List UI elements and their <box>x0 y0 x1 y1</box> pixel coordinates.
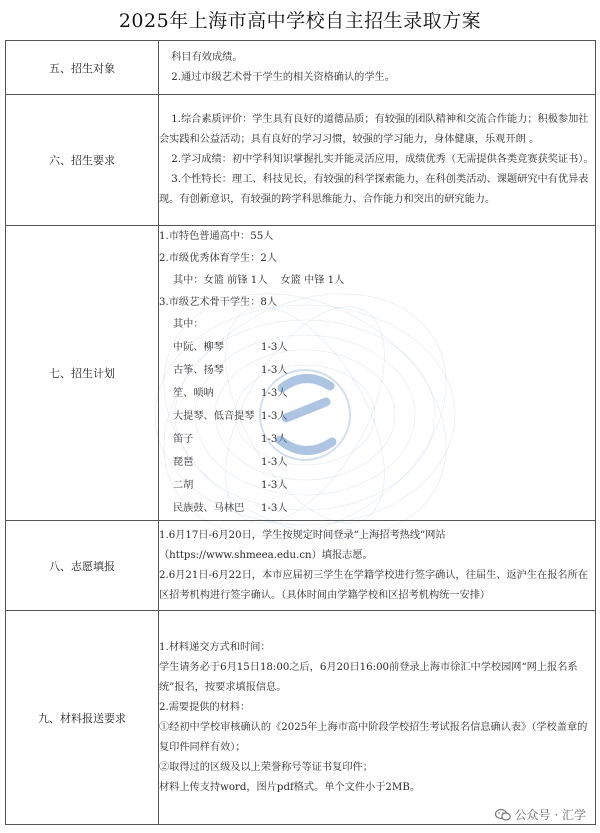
table-row <box>6 611 596 825</box>
instrument-count: 1-3人 <box>261 342 288 353</box>
instrument-count: 1-3人 <box>261 503 288 514</box>
instrument-name: 笛子 <box>173 434 194 445</box>
list-item <box>159 428 595 451</box>
section-content-qi <box>159 226 596 521</box>
list-item <box>159 405 595 428</box>
text-line: 其中： <box>173 319 204 330</box>
footer-text: 公众号 · 汇学 <box>514 808 586 822</box>
text-line: 2.学习成绩：初中学科知识掌握扎实并能灵活应用，成绩优秀（无需提供各类竞赛获奖证书）。 <box>171 154 594 165</box>
instrument-name: 琵琶 <box>173 457 194 468</box>
list-item <box>159 336 595 359</box>
table-row <box>6 521 596 611</box>
text-line: 2.6月21日-6月22日，本市应届初三学生在学籍学校进行签字确认，往届生、返沪生在报名所在区招考机构进行签字确认。（具体时间由学籍学校和区招考机构统一安排） <box>159 569 588 601</box>
section-content-ba <box>159 521 596 611</box>
list-item <box>159 451 595 474</box>
text-line: 材料上传支持word，图片pdf格式。单个文件小于2MB。 <box>159 781 421 793</box>
instrument-count: 1-3人 <box>261 457 288 468</box>
list-item <box>159 474 595 497</box>
instrument-name: 二胡 <box>173 480 194 491</box>
instrument-count: 1-3人 <box>261 388 288 399</box>
text-line: 其中：女篮 前锋 1人 女篮 中锋 1人 <box>173 275 345 286</box>
instrument-count: 1-3人 <box>261 411 288 422</box>
section-label-jiu: 九、材料报送要求 <box>6 611 159 825</box>
text-line: 2.需要提供的材料： <box>159 701 251 713</box>
instrument-name: 民族鼓、马林巴 <box>173 503 245 514</box>
instrument-name: 笙、唢呐 <box>173 388 214 399</box>
instrument-name: 中阮、柳琴 <box>173 342 224 353</box>
text-line: 3.市级艺术骨干学生：8人 <box>159 297 278 308</box>
instrument-count: 1-3人 <box>261 434 288 445</box>
section-label-wu: 五、招生对象 <box>6 41 159 95</box>
wechat-icon <box>495 808 511 822</box>
text-line: 1.6月17日-6月20日，学生按规定时间登录“上海招考热线”网站（https://www.shmeea.edu.cn）填报志愿。 <box>159 529 446 561</box>
list-item <box>159 359 595 382</box>
table-row <box>6 226 596 521</box>
footer-watermark <box>495 806 586 823</box>
list-item <box>159 497 595 520</box>
list-item <box>159 382 595 405</box>
text-line: ①经初中学校审核确认的《2025年上海市高中阶段学校招生考试报名信息确认表》（学校盖章的复印件同样有效）； <box>159 721 588 753</box>
instrument-name: 古筝、扬琴 <box>173 365 224 376</box>
instrument-name: 大提琴、低音提琴 <box>173 411 255 422</box>
instrument-count: 1-3人 <box>261 365 288 376</box>
section-content-liu <box>159 95 596 226</box>
admission-table <box>5 40 596 825</box>
table-row <box>6 41 596 95</box>
section-content-jiu <box>159 611 596 825</box>
section-label-qi: 七、招生计划 <box>6 226 159 521</box>
text-line: 学生请务必于6月15日18:00之后，6月20日16:00前登录上海市徐汇中学校园网“网上报名系统”报名，按要求填报信息。 <box>159 661 578 693</box>
text-line: 1.市特色普通高中：55人 <box>159 231 274 242</box>
section-content-wu <box>159 41 596 95</box>
text-line: 3.个性特长：理工、科技见长，有较强的科学探索能力，在科创类活动、课题研究中有优异表现。有创新意识，有较强的跨学科思维能力、合作能力和突出的研究能力。 <box>159 174 589 205</box>
section-label-ba: 八、志愿填报 <box>6 521 159 611</box>
table-row <box>6 95 596 226</box>
page-title: 2025年上海市高中学校自主招生录取方案 <box>118 10 482 32</box>
text-line: 2.通过市级艺术骨干学生的相关资格确认的学生。 <box>171 71 395 83</box>
text-line: ②取得过的区级及以上荣誉称号等证书复印件； <box>159 761 373 773</box>
section-label-liu: 六、招生要求 <box>6 95 159 226</box>
text-line: 科目有效成绩。 <box>171 51 243 63</box>
text-line: 2.市级优秀体育学生：2人 <box>159 253 278 264</box>
text-line: 1.综合素质评价：学生具有良好的道德品质；有较强的团队精神和交流合作能力；积极参加社会实践和公益活动；具有良好的学习习惯，较强的学习能力，身体健康，乐观开朗 。 <box>159 114 589 145</box>
instrument-count: 1-3人 <box>261 480 288 491</box>
text-line: 1.材料递交方式和时间： <box>159 641 271 653</box>
